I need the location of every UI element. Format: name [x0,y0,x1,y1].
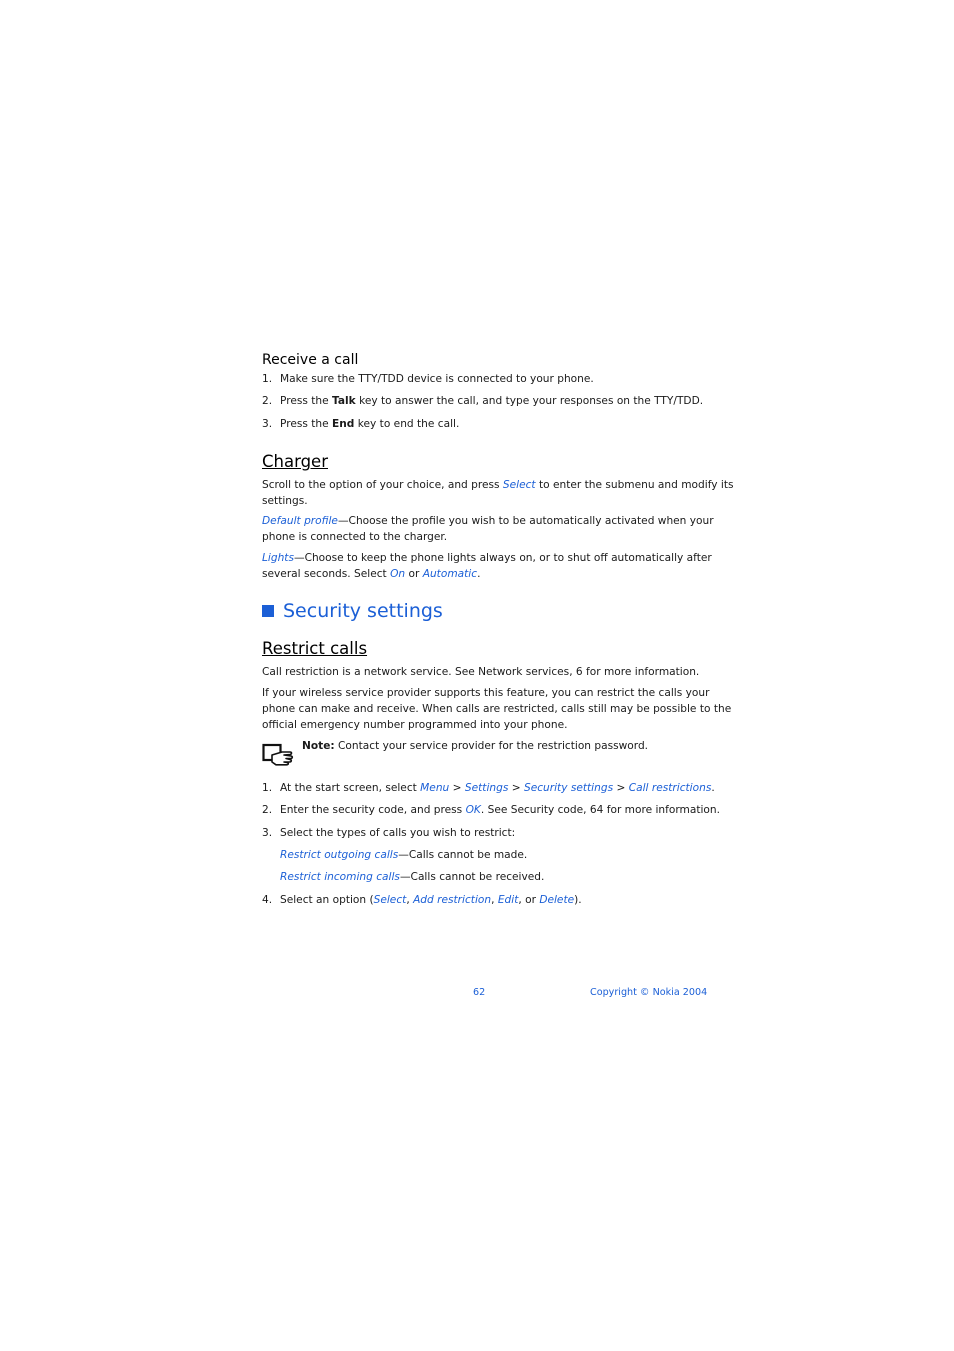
restrict-para-2-line2: phone can make and receive. When calls are restricted, calls still may be possible to the [262,703,732,715]
restrict-incoming-item: Restrict incoming calls—Calls cannot be received. [280,871,545,883]
ok-link[interactable]: OK [465,804,481,816]
add-restriction-link[interactable]: Add restriction [413,894,492,906]
receive-step-3: 3. Press the End key to end the call. [262,418,460,430]
receive-step-2: 2. Press the Talk key to answer the call, and type your responses on the TTY/TDD. [262,395,704,407]
select-option-link[interactable]: Select [373,894,407,906]
default-profile-item: Default profile—Choose the profile you wish to be automatically activated when your [262,515,714,527]
restrict-incoming-link[interactable]: Restrict incoming calls [280,871,400,883]
note-text: Note: Contact your service provider for the restriction password. [302,740,649,752]
note-label: Note: [302,740,335,752]
restrict-step-1: 1. At the start screen, select Menu > Settings > Security settings > Call restrictions. [262,782,715,794]
restrict-step-4: 4. Select an option (Select, Add restriction, Edit, or Delete). [262,894,582,906]
charger-intro: Scroll to the option of your choice, and press Select to enter the submenu and modify its [262,479,734,491]
page-number: 62 [473,987,486,998]
default-profile-link[interactable]: Default profile [262,515,338,527]
restrict-step-2: 2. Enter the security code, and press OK. See Security code, 64 for more information. [262,804,720,816]
default-profile-line2: phone is connected to the charger. [262,531,448,543]
on-link[interactable]: On [390,568,406,580]
restrict-outgoing-item: Restrict outgoing calls—Calls cannot be made. [280,849,528,861]
automatic-link[interactable]: Automatic [422,568,478,580]
restrict-outgoing-link[interactable]: Restrict outgoing calls [280,849,399,861]
settings-link[interactable]: Settings [464,782,509,794]
delete-link[interactable]: Delete [539,894,575,906]
restrict-para-2-line1: If your wireless service provider supports this feature, you can restrict the calls your [262,687,710,699]
talk-key: Talk [332,395,356,407]
section-square-icon [262,605,274,617]
restrict-step-3: 3. Select the types of calls you wish to restrict: [262,827,516,839]
lights-item: Lights—Choose to keep the phone lights always on, or to shut off automatically after [262,552,712,564]
restrict-para-1: Call restriction is a network service. See Network services, 6 for more information. [262,666,700,678]
receive-step-1: 1. Make sure the TTY/TDD device is connected to your phone. [262,373,594,385]
select-link[interactable]: Select [502,479,536,491]
end-key: End [332,418,355,430]
restrict-calls-heading: Restrict calls [262,639,368,658]
copyright: Copyright © Nokia 2004 [590,987,708,998]
lights-link[interactable]: Lights [262,552,294,564]
note-hand-icon [262,742,294,770]
edit-link[interactable]: Edit [497,894,519,906]
charger-intro-line2: settings. [262,495,308,507]
restrict-para-2-line3: official emergency number programmed into your phone. [262,719,568,731]
security-settings-heading: Security settings [262,600,443,622]
menu-link[interactable]: Menu [420,782,450,794]
call-restrictions-link[interactable]: Call restrictions [628,782,712,794]
charger-heading: Charger [262,452,328,471]
security-settings-link[interactable]: Security settings [523,782,614,794]
lights-line2: several seconds. Select On or Automatic. [262,568,481,580]
receive-heading: Receive a call [262,352,359,368]
